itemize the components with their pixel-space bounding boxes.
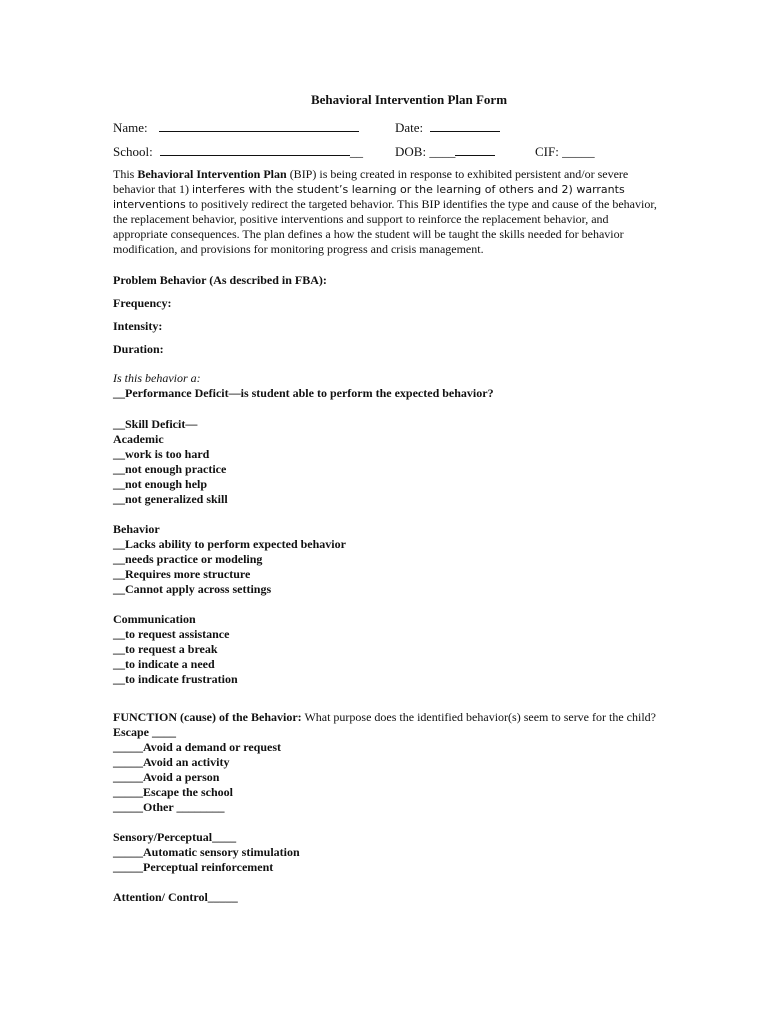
dob-blank[interactable] <box>455 143 495 156</box>
intro-text-1: This <box>113 167 138 181</box>
intro-text-3: to positively redirect the targeted behavior. This BIP identifies the type and cause of the behavior, the replacement behavior, positive interventions and support to reinforce the replacement behavior, and appropriate consequences. The plan defines a how the student will be taught the skills needed for behavior modification, and provisions for monitoring progress and crisis management. <box>113 197 657 256</box>
communication-item[interactable]: __to indicate frustration <box>113 672 238 686</box>
intro-text-sans: interferes with the student’s learning or the learning of others and 2) warrants interventions <box>113 183 625 211</box>
behavior-item[interactable]: __Cannot apply across settings <box>113 582 272 596</box>
behavior-type-question: Is this behavior a: <box>113 371 201 385</box>
escape-item[interactable]: _____Avoid an activity <box>113 755 230 769</box>
escape-item[interactable]: _____Avoid a demand or request <box>113 740 282 754</box>
cif-label: CIF: <box>535 144 559 159</box>
cif-blank[interactable]: _____ <box>562 144 595 159</box>
duration-label: Duration: <box>113 342 164 356</box>
sensory-item[interactable]: _____Perceptual reinforcement <box>113 860 274 874</box>
academic-item[interactable]: __work is too hard <box>113 447 210 461</box>
escape-item[interactable]: _____Escape the school <box>113 785 233 799</box>
escape-item[interactable]: _____Other ________ <box>113 800 225 814</box>
function-paragraph <box>113 710 658 725</box>
communication-item[interactable]: __to request assistance <box>113 627 230 641</box>
communication-item[interactable]: __to request a break <box>113 642 218 656</box>
function-heading: FUNCTION (cause) of the Behavior: <box>113 710 302 724</box>
attention-heading: Attention/ Control_____ <box>113 890 238 904</box>
communication-heading: Communication <box>113 612 196 626</box>
header-row-1 <box>113 119 658 143</box>
date-blank[interactable] <box>430 119 500 132</box>
problem-behavior-heading: Problem Behavior (As described in FBA): <box>113 273 327 287</box>
name-field-group <box>113 119 395 135</box>
escape-item[interactable]: _____Avoid a person <box>113 770 220 784</box>
behavior-item[interactable]: __needs practice or modeling <box>113 552 263 566</box>
academic-item[interactable]: __not enough help <box>113 477 208 491</box>
performance-deficit-option[interactable]: __Performance Deficit—is student able to perform the expected behavior? <box>113 386 494 400</box>
skill-deficit-option[interactable]: __Skill Deficit— <box>113 417 198 431</box>
date-label: Date: <box>395 120 424 135</box>
intro-paragraph <box>113 167 658 257</box>
school-blank[interactable] <box>160 143 350 156</box>
sensory-heading: Sensory/Perceptual____ <box>113 830 237 844</box>
intro-text-2: (BIP) is being created in response to exhibited persistent and/or severe behavior that 1) <box>113 167 629 196</box>
dob-field-group <box>395 143 535 159</box>
academic-heading: Academic <box>113 432 164 446</box>
dob-blank-prefix: ____ <box>429 144 456 159</box>
communication-item[interactable]: __to indicate a need <box>113 657 215 671</box>
academic-item[interactable]: __not enough practice <box>113 462 227 476</box>
behavior-item[interactable]: __Lacks ability to perform expected behavior <box>113 537 346 551</box>
frequency-label: Frequency: <box>113 296 172 310</box>
form-page <box>113 92 658 905</box>
name-label: Name: <box>113 120 148 135</box>
school-field-group <box>113 143 395 159</box>
sensory-item[interactable]: _____Automatic sensory stimulation <box>113 845 300 859</box>
dob-label: DOB: <box>395 144 427 159</box>
date-field-group <box>395 119 535 135</box>
escape-heading: Escape ____ <box>113 725 176 739</box>
function-question: What purpose does the identified behavior(s) seem to serve for the child? <box>301 710 656 724</box>
behavior-item[interactable]: __Requires more structure <box>113 567 251 581</box>
name-blank[interactable] <box>159 119 359 132</box>
intensity-label: Intensity: <box>113 319 163 333</box>
school-label: School: <box>113 144 153 159</box>
header-row-2 <box>113 143 658 167</box>
cif-field-group <box>535 144 655 159</box>
form-title: Behavioral Intervention Plan Form <box>310 92 508 107</box>
school-blank-tail: __ <box>349 144 363 159</box>
behavior-heading: Behavior <box>113 522 160 536</box>
intro-bold-plan: Behavioral Intervention Plan <box>137 167 287 181</box>
academic-item[interactable]: __not generalized skill <box>113 492 228 506</box>
